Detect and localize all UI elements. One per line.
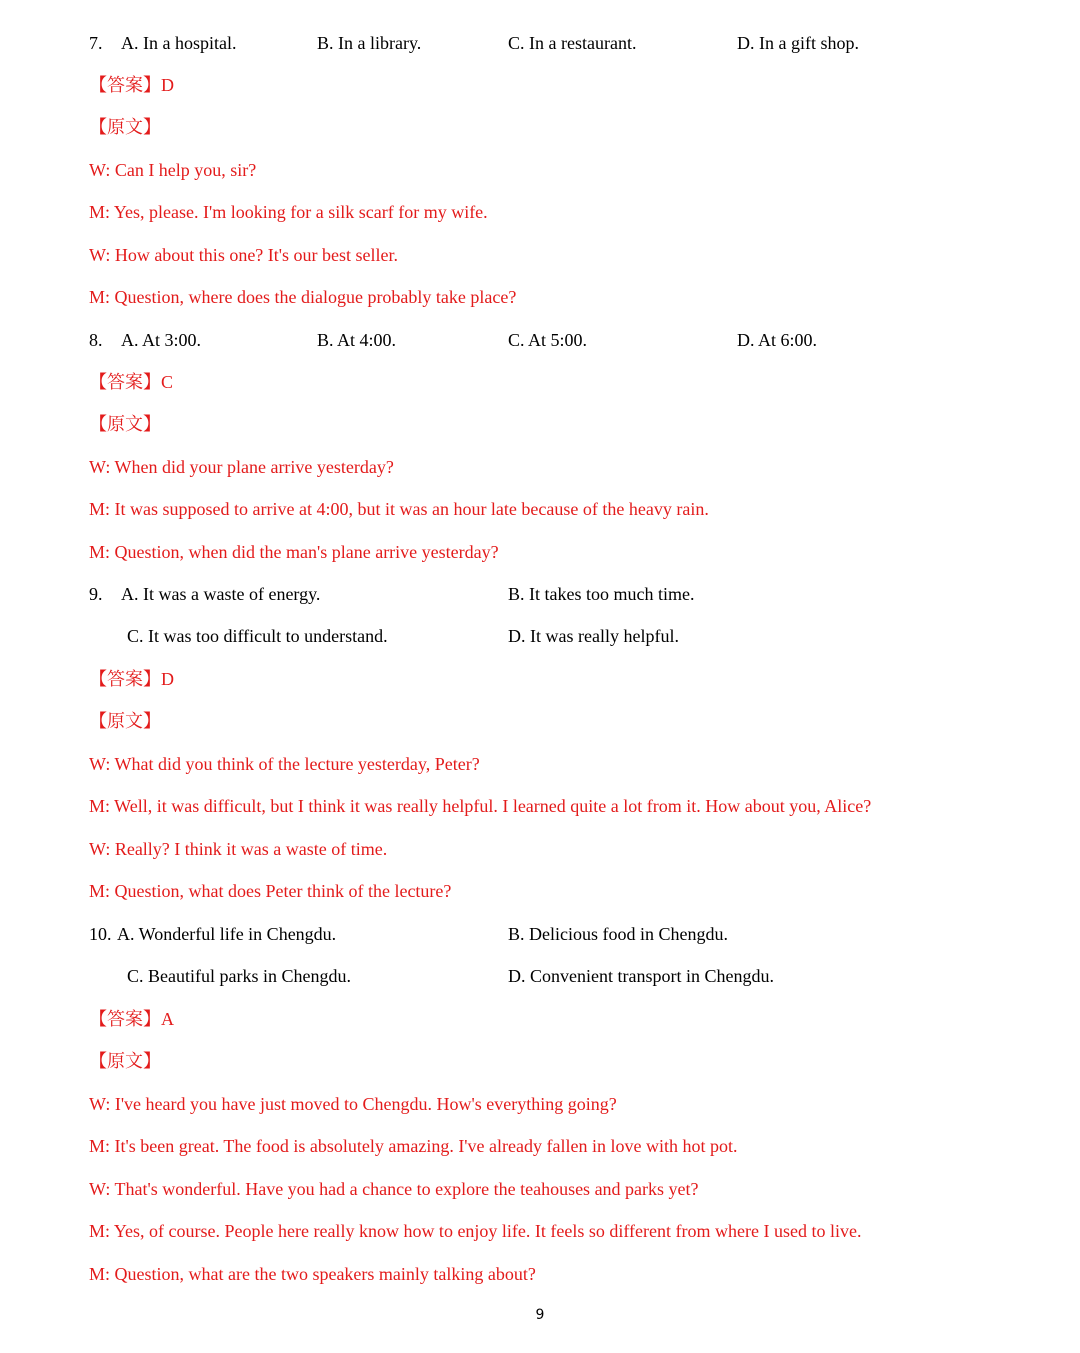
transcript-label: 【原文】 <box>89 414 161 434</box>
option-d: D. In a gift shop. <box>737 33 859 53</box>
question-8-options <box>89 327 989 353</box>
transcript-line: M: It was supposed to arrive at 4:00, but it was an hour late because of the heavy rain. <box>89 499 709 519</box>
question-number: 7. <box>89 33 103 53</box>
answer-value: C <box>161 372 174 392</box>
option-d: D. Convenient transport in Chengdu. <box>508 966 774 986</box>
option-c: C. In a restaurant. <box>508 33 637 53</box>
transcript-line: W: Can I help you, sir? <box>89 160 257 180</box>
option-c: C. At 5:00. <box>508 330 588 350</box>
question-9-options-row2 <box>89 623 989 649</box>
transcript-line: M: It's been great. The food is absolutely amazing. I've already fallen in love with hot pot. <box>89 1136 738 1156</box>
option-a: A. Wonderful life in Chengdu. <box>117 924 337 944</box>
option-b: B. Delicious food in Chengdu. <box>508 924 728 944</box>
option-c: C. Beautiful parks in Chengdu. <box>127 966 351 986</box>
transcript-line: W: That's wonderful. Have you had a chance to explore the teahouses and parks yet? <box>89 1179 699 1199</box>
question-number: 10. <box>89 924 112 944</box>
question-10-options-row2 <box>89 963 989 989</box>
transcript-line: W: When did your plane arrive yesterday? <box>89 457 394 477</box>
question-9-options-row1 <box>89 581 989 607</box>
transcript-line: M: Yes, of course. People here really know how to enjoy life. It feels so different from where I used to live. <box>89 1221 862 1241</box>
answer-line <box>89 1006 174 1032</box>
answer-label: 【答案】 <box>89 372 161 392</box>
question-number: 9. <box>89 584 103 604</box>
transcript-line: W: I've heard you have just moved to Chengdu. How's everything going? <box>89 1094 617 1114</box>
transcript-label: 【原文】 <box>89 1051 161 1071</box>
page-number: 9 <box>535 1307 545 1323</box>
answer-line <box>89 666 174 692</box>
answer-value: D <box>161 669 174 689</box>
option-a: A. At 3:00. <box>121 330 202 350</box>
answer-label: 【答案】 <box>89 75 161 95</box>
answer-value: D <box>161 75 174 95</box>
option-d: D. It was really helpful. <box>508 626 679 646</box>
answer-line <box>89 72 174 98</box>
option-d: D. At 6:00. <box>737 330 818 350</box>
option-c: C. It was too difficult to understand. <box>127 626 388 646</box>
transcript-line: W: How about this one? It's our best seller. <box>89 245 399 265</box>
transcript-label: 【原文】 <box>89 711 161 731</box>
answer-value: A <box>161 1009 174 1029</box>
option-b: B. In a library. <box>317 33 422 53</box>
question-number: 8. <box>89 330 103 350</box>
answer-label: 【答案】 <box>89 669 161 689</box>
option-b: B. It takes too much time. <box>508 584 695 604</box>
option-b: B. At 4:00. <box>317 330 397 350</box>
transcript-line: M: Question, what are the two speakers mainly talking about? <box>89 1264 536 1284</box>
transcript-line: M: Question, where does the dialogue probably take place? <box>89 287 517 307</box>
transcript-label: 【原文】 <box>89 117 161 137</box>
answer-label: 【答案】 <box>89 1009 161 1029</box>
question-10-options-row1 <box>89 921 989 947</box>
transcript-line: M: Well, it was difficult, but I think it was really helpful. I learned quite a lot from it. How about you, Alice? <box>89 796 872 816</box>
transcript-line: W: What did you think of the lecture yesterday, Peter? <box>89 754 480 774</box>
transcript-line: M: Question, what does Peter think of the lecture? <box>89 881 452 901</box>
question-7-options <box>89 30 989 56</box>
answer-line <box>89 369 173 395</box>
transcript-line: M: Yes, please. I'm looking for a silk scarf for my wife. <box>89 202 488 222</box>
option-a: A. In a hospital. <box>121 33 237 53</box>
transcript-line: M: Question, when did the man's plane arrive yesterday? <box>89 542 499 562</box>
transcript-line: W: Really? I think it was a waste of time. <box>89 839 388 859</box>
option-a: A. It was a waste of energy. <box>121 584 321 604</box>
